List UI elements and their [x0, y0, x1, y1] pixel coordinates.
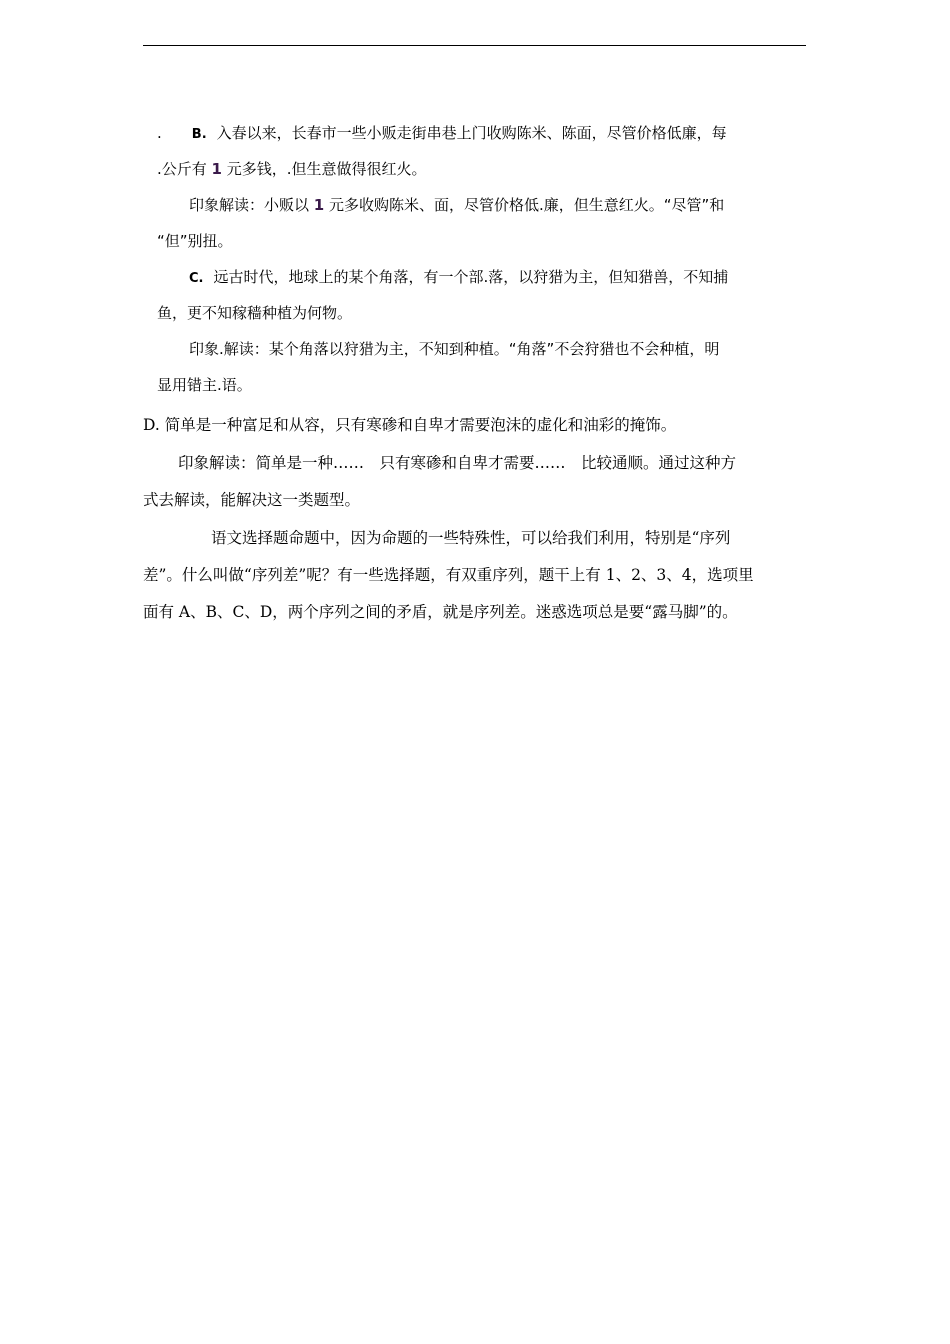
header-rule: [143, 45, 806, 46]
interp-c-line-2: 显用错主.语。: [157, 376, 252, 394]
option-b-dot: .: [157, 124, 162, 142]
option-c-line-1: [189, 266, 728, 287]
option-b-line-2: .公斤有 1 元多钱，.但生意做得很红火。: [157, 160, 427, 178]
paragraph-line-3: 面有 A、B、C、D，两个序列之间的矛盾，就是序列差。迷惑选项总是要“露马脚”的。: [143, 603, 738, 621]
interp-c-line-1: 印象.解读：某个角落以狩猎为主，不知到种植。“角落”不会狩猎也不会种植，明: [189, 340, 720, 358]
interp-b-number: 1: [313, 196, 325, 214]
option-b-marker: B.: [191, 127, 207, 142]
interp-b-line-2: “但”别扭。: [157, 232, 233, 250]
paragraph-line-1: 语文选择题命题中，因为命题的一些特殊性，可以给我们利用，特别是“序列: [211, 529, 731, 547]
option-d-line-1: D. 简单是一种富足和从容，只有寒碜和自卑才需要泡沫的虚化和油彩的掩饰。: [143, 416, 677, 434]
paragraph-line-2: 差”。什么叫做“序列差”呢？有一些选择题，有双重序列，题干上有 1、2、3、4，选项里: [143, 566, 754, 584]
option-c-text-1: 远古时代，地球上的某个角落，有一个部.落，以狩猎为主，但知猎兽，不知捕: [213, 268, 729, 286]
option-b-text-1: 入春以来，长春市一些小贩走街串巷上门收购陈米、陈面，尽管价格低廉，每: [216, 124, 727, 142]
interp-d-line-1: 印象解读：简单是一种…… 只有寒碜和自卑才需要…… 比较通顺。通过这种方: [178, 454, 737, 472]
interp-b-line-1: 印象解读：小贩以 1 元多收购陈米、面，尽管价格低.廉，但生意红火。“尽管”和: [189, 196, 725, 214]
option-b-number: 1: [211, 160, 222, 178]
interp-d-line-2: 式去解读，能解决这一类题型。: [143, 491, 361, 509]
option-b-line-1: [157, 122, 727, 143]
option-c-line-2: 鱼，更不知稼穑种植为何物。: [157, 304, 353, 322]
option-c-marker: C.: [189, 271, 204, 286]
